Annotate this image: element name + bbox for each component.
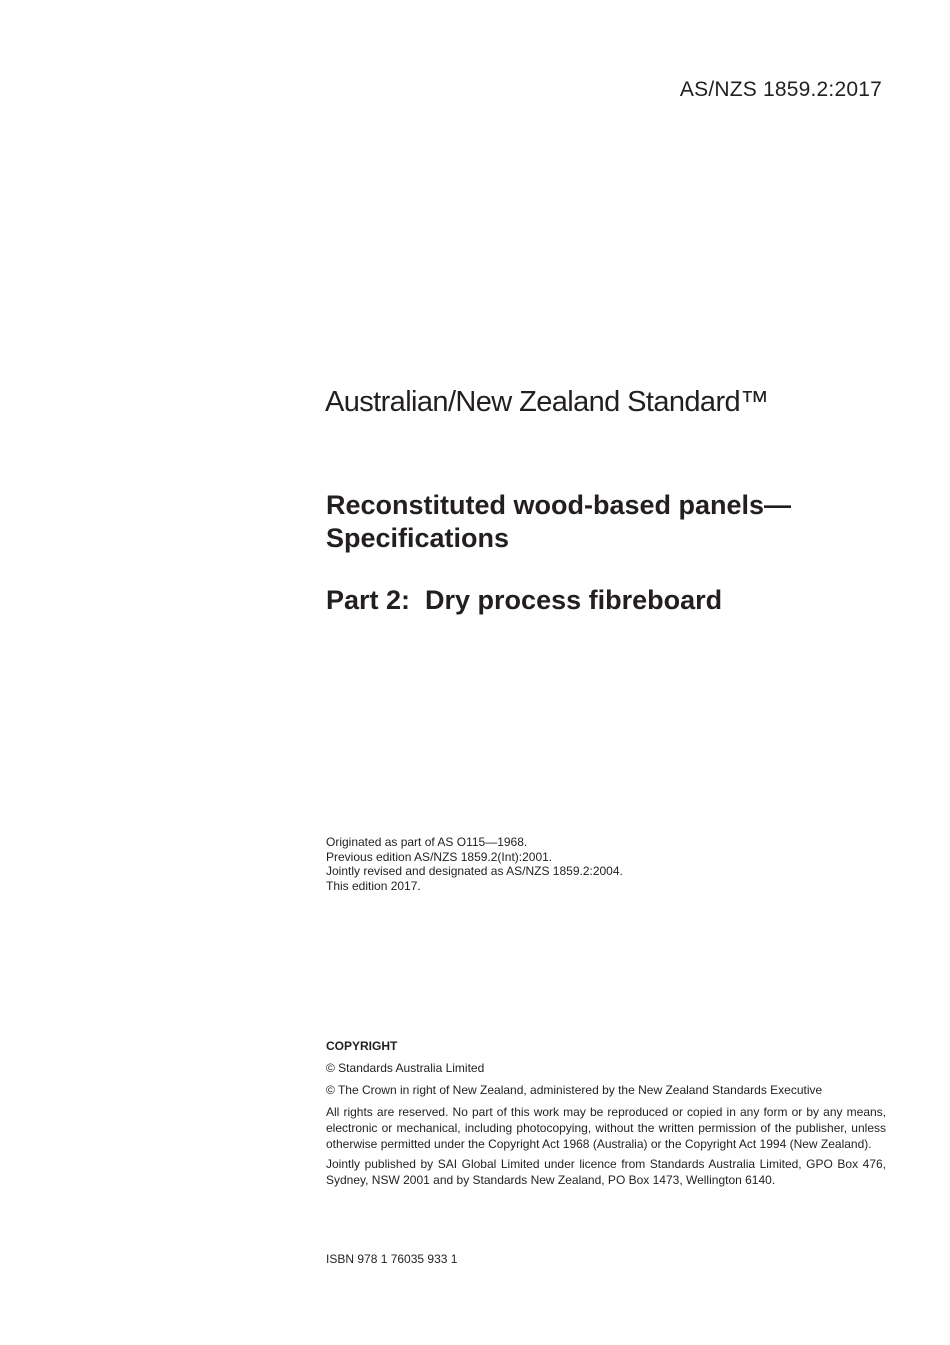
title-line-2: Specifications (326, 523, 510, 553)
standard-number: AS/NZS 1859.2:2017 (679, 78, 882, 101)
edition-history (326, 835, 623, 893)
copyright-holder-australia: © Standards Australia Limited (326, 1061, 485, 1075)
part-title: Part 2: Dry process fibreboard (326, 585, 723, 615)
copyright-heading: COPYRIGHT (326, 1039, 398, 1053)
document-title (326, 489, 886, 555)
history-line: Jointly revised and designated as AS/NZS 1859.2:2004. (326, 864, 623, 878)
history-line: Previous edition AS/NZS 1859.2(Int):2001. (326, 849, 553, 864)
history-line: This edition 2017. (326, 878, 421, 893)
history-line: Originated as part of AS O115—1968. (326, 835, 528, 849)
isbn: ISBN 978 1 76035 933 1 (326, 1252, 458, 1266)
rights-statement: All rights are reserved. No part of this work may be reproduced or copied in any form or by any means, electronic or mechanical, including photocopying, without the written permission of the publisher, unless otherwise permitted under the Copyright Act 1968 (Australia) or the Copyright Act 1994 (New Zealand). (326, 1105, 886, 1151)
copyright-holder-new-zealand: © The Crown in right of New Zealand, administered by the New Zealand Standards Executive (326, 1083, 823, 1097)
publisher-statement: Jointly published by SAI Global Limited under licence from Standards Australia Limited, GPO Box 476, Sydney, NSW 2001 and by Standards New Zealand, PO Box 1473, Wellington 6140. (326, 1157, 886, 1187)
title-line-1: Reconstituted wood-based panels— (326, 490, 792, 520)
copyright-block (326, 1038, 886, 1192)
series-title: Australian/New Zealand Standard™ (325, 386, 769, 418)
